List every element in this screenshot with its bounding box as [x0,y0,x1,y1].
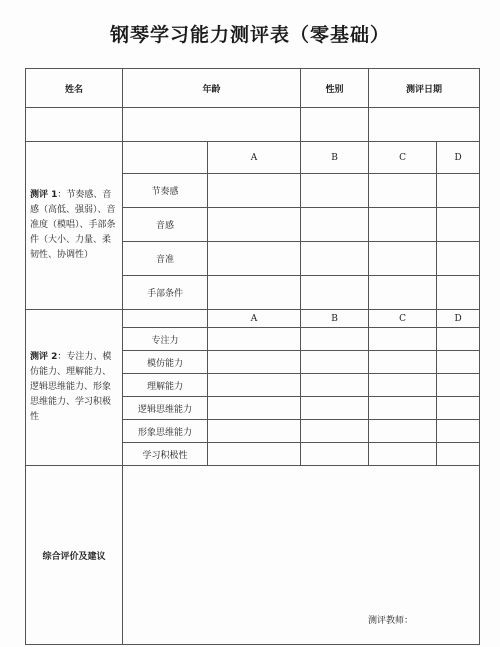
item-label: 音准 [123,242,208,276]
score-cell[interactable] [369,374,437,397]
grade-c: C [369,310,437,328]
score-cell[interactable] [369,208,437,242]
score-cell[interactable] [437,351,480,374]
section1-label: 测评 1：节奏感、音感（高低、强弱）、音准度（模唱）、手部条件（大小、力量、柔韧性、协调性） [26,142,123,310]
item-label: 形象思维能力 [123,420,208,443]
score-cell[interactable] [437,276,480,310]
score-cell[interactable] [369,242,437,276]
name-header: 姓名 [26,69,123,108]
score-cell[interactable] [437,443,480,466]
score-cell[interactable] [208,328,301,351]
age-header: 年龄 [123,69,301,108]
summary-label: 综合评价及建议 [26,466,123,645]
section1-grade-row [26,142,480,174]
age-field[interactable] [123,108,301,142]
item-label: 音感 [123,208,208,242]
summary-field[interactable] [123,466,480,645]
score-cell[interactable] [437,174,480,208]
score-cell[interactable] [369,420,437,443]
score-cell[interactable] [208,276,301,310]
item-label: 逻辑思维能力 [123,397,208,420]
grade-b: B [301,310,369,328]
name-field[interactable] [26,108,123,142]
score-cell[interactable] [208,374,301,397]
grade-a: A [208,310,301,328]
score-cell[interactable] [301,420,369,443]
gender-header: 性别 [301,69,369,108]
score-cell[interactable] [208,351,301,374]
item-label: 学习积极性 [123,443,208,466]
item-label: 手部条件 [123,276,208,310]
score-cell[interactable] [437,374,480,397]
page-title: 钢琴学习能力测评表（零基础） [109,24,390,46]
date-header: 测评日期 [369,69,480,108]
score-cell[interactable] [369,443,437,466]
score-cell[interactable] [437,242,480,276]
gender-field[interactable] [301,108,369,142]
item-label: 专注力 [123,328,208,351]
info-input-row [26,108,480,142]
score-cell[interactable] [437,208,480,242]
score-cell[interactable] [208,443,301,466]
summary-row [26,466,480,645]
score-cell[interactable] [301,374,369,397]
teacher-label: 测评教师： [368,616,414,626]
score-cell[interactable] [301,208,369,242]
section2-label: 测评 2：专注力、模仿能力、理解能力、逻辑思维能力、形象思维能力、学习积极性 [26,310,123,466]
score-cell[interactable] [369,328,437,351]
score-cell[interactable] [369,276,437,310]
score-cell[interactable] [437,328,480,351]
score-cell[interactable] [369,397,437,420]
score-cell[interactable] [301,242,369,276]
grade-c: C [369,142,437,174]
score-cell[interactable] [369,351,437,374]
score-cell[interactable] [301,397,369,420]
score-cell[interactable] [369,174,437,208]
score-cell[interactable] [301,276,369,310]
score-cell[interactable] [301,351,369,374]
score-cell[interactable] [208,397,301,420]
score-cell[interactable] [437,420,480,443]
score-cell[interactable] [301,443,369,466]
item-label: 模仿能力 [123,351,208,374]
score-cell[interactable] [208,242,301,276]
score-cell[interactable] [208,174,301,208]
score-cell[interactable] [437,397,480,420]
grade-d: D [437,142,480,174]
section2-grade-row [26,310,480,328]
score-cell[interactable] [208,208,301,242]
assessment-table [25,68,480,645]
header-row [26,69,480,108]
item-label: 节奏感 [123,174,208,208]
grade-b: B [301,142,369,174]
grade-d: D [437,310,480,328]
date-field[interactable] [369,108,480,142]
grade-a: A [208,142,301,174]
score-cell[interactable] [208,420,301,443]
item-label: 理解能力 [123,374,208,397]
score-cell[interactable] [301,174,369,208]
score-cell[interactable] [301,328,369,351]
